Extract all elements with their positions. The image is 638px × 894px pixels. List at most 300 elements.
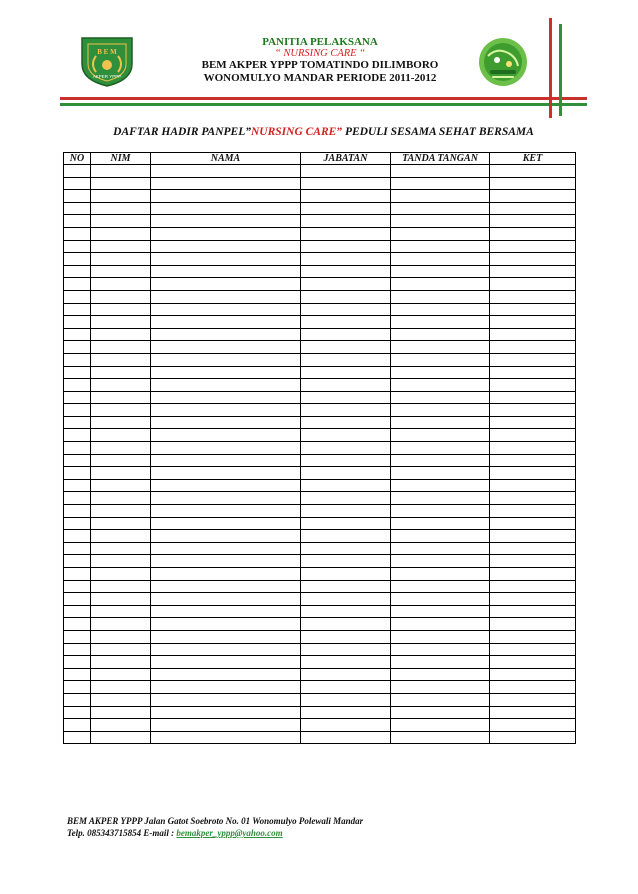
table-cell[interactable] [91, 668, 151, 681]
header-vertical-rule-green [559, 24, 562, 116]
table-row [64, 177, 576, 190]
table-cell[interactable] [91, 265, 151, 278]
table-cell[interactable] [391, 328, 490, 341]
table-row [64, 253, 576, 266]
table-cell[interactable] [151, 542, 301, 555]
table-cell[interactable] [151, 630, 301, 643]
table-cell[interactable] [91, 391, 151, 404]
table-cell[interactable] [64, 454, 91, 467]
table-cell[interactable] [91, 605, 151, 618]
table-cell[interactable] [301, 404, 391, 417]
table-cell[interactable] [391, 605, 490, 618]
table-cell[interactable] [301, 353, 391, 366]
table-cell[interactable] [391, 177, 490, 190]
table-row [64, 467, 576, 480]
footer-address: BEM AKPER YPPP Jalan Gatot Soebroto No. 01 Wonomulyo Polewali Mandar [67, 816, 364, 826]
table-cell[interactable] [301, 467, 391, 480]
table-cell[interactable] [64, 568, 91, 581]
table-cell[interactable] [151, 568, 301, 581]
table-cell[interactable] [91, 706, 151, 719]
table-cell[interactable] [64, 618, 91, 631]
table-cell[interactable] [64, 165, 91, 178]
table-cell[interactable] [391, 303, 490, 316]
table-cell[interactable] [490, 706, 576, 719]
table-cell[interactable] [391, 719, 490, 732]
table-cell[interactable] [391, 278, 490, 291]
table-cell[interactable] [301, 290, 391, 303]
table-cell[interactable] [64, 542, 91, 555]
table-cell[interactable] [151, 353, 301, 366]
table-cell[interactable] [490, 479, 576, 492]
table-cell[interactable] [391, 454, 490, 467]
table-cell[interactable] [391, 505, 490, 518]
table-cell[interactable] [151, 454, 301, 467]
table-cell[interactable] [391, 240, 490, 253]
table-cell[interactable] [301, 530, 391, 543]
table-cell[interactable] [91, 492, 151, 505]
table-cell[interactable] [490, 290, 576, 303]
table-cell[interactable] [91, 290, 151, 303]
table-cell[interactable] [151, 505, 301, 518]
table-cell[interactable] [391, 316, 490, 329]
table-cell[interactable] [91, 643, 151, 656]
table-cell[interactable] [301, 593, 391, 606]
table-cell[interactable] [91, 467, 151, 480]
table-cell[interactable] [64, 215, 91, 228]
table-cell[interactable] [64, 253, 91, 266]
table-cell[interactable] [151, 404, 301, 417]
table-cell[interactable] [151, 530, 301, 543]
table-cell[interactable] [64, 240, 91, 253]
table-cell[interactable] [391, 391, 490, 404]
table-cell[interactable] [490, 668, 576, 681]
table-cell[interactable] [91, 719, 151, 732]
table-row [64, 568, 576, 581]
table-cell[interactable] [490, 643, 576, 656]
table-cell[interactable] [91, 580, 151, 593]
table-cell[interactable] [151, 416, 301, 429]
table-cell[interactable] [391, 290, 490, 303]
table-cell[interactable] [490, 328, 576, 341]
table-cell[interactable] [91, 530, 151, 543]
table-cell[interactable] [64, 416, 91, 429]
table-cell[interactable] [151, 517, 301, 530]
table-cell[interactable] [91, 253, 151, 266]
table-cell[interactable] [301, 454, 391, 467]
table-cell[interactable] [64, 442, 91, 455]
table-cell[interactable] [301, 416, 391, 429]
table-cell[interactable] [91, 542, 151, 555]
table-cell[interactable] [301, 681, 391, 694]
table-cell[interactable] [64, 265, 91, 278]
table-cell[interactable] [391, 202, 490, 215]
table-cell[interactable] [151, 379, 301, 392]
table-cell[interactable] [391, 693, 490, 706]
table-cell[interactable] [64, 492, 91, 505]
table-cell[interactable] [91, 442, 151, 455]
table-cell[interactable] [490, 492, 576, 505]
table-cell[interactable] [151, 643, 301, 656]
table-cell[interactable] [91, 328, 151, 341]
table-cell[interactable] [91, 416, 151, 429]
table-cell[interactable] [301, 719, 391, 732]
table-cell[interactable] [151, 253, 301, 266]
table-row [64, 265, 576, 278]
table-cell[interactable] [151, 706, 301, 719]
table-cell[interactable] [64, 190, 91, 203]
table-cell[interactable] [301, 693, 391, 706]
table-cell[interactable] [301, 202, 391, 215]
table-cell[interactable] [64, 391, 91, 404]
table-cell[interactable] [490, 177, 576, 190]
table-cell[interactable] [490, 303, 576, 316]
table-cell[interactable] [151, 227, 301, 240]
table-cell[interactable] [151, 580, 301, 593]
table-cell[interactable] [391, 618, 490, 631]
table-cell[interactable] [151, 341, 301, 354]
table-cell[interactable] [301, 555, 391, 568]
table-cell[interactable] [301, 341, 391, 354]
table-cell[interactable] [301, 253, 391, 266]
table-cell[interactable] [91, 505, 151, 518]
table-cell[interactable] [490, 467, 576, 480]
table-cell[interactable] [64, 404, 91, 417]
table-cell[interactable] [391, 517, 490, 530]
table-cell[interactable] [151, 240, 301, 253]
table-cell[interactable] [490, 693, 576, 706]
table-row [64, 555, 576, 568]
table-cell[interactable] [391, 416, 490, 429]
table-cell[interactable] [151, 303, 301, 316]
table-cell[interactable] [301, 240, 391, 253]
table-cell[interactable] [391, 530, 490, 543]
table-cell[interactable] [151, 467, 301, 480]
table-cell[interactable] [301, 165, 391, 178]
table-cell[interactable] [301, 668, 391, 681]
table-cell[interactable] [490, 341, 576, 354]
table-cell[interactable] [301, 366, 391, 379]
table-cell[interactable] [301, 379, 391, 392]
table-cell[interactable] [64, 177, 91, 190]
table-cell[interactable] [301, 731, 391, 744]
table-cell[interactable] [91, 656, 151, 669]
table-cell[interactable] [391, 404, 490, 417]
table-cell[interactable] [91, 568, 151, 581]
table-cell[interactable] [64, 656, 91, 669]
table-cell[interactable] [64, 630, 91, 643]
table-cell[interactable] [64, 706, 91, 719]
footer-email-link[interactable]: bemakper_yppp@yahoo.com [176, 828, 283, 838]
table-cell[interactable] [391, 467, 490, 480]
table-cell[interactable] [151, 693, 301, 706]
table-cell[interactable] [301, 505, 391, 518]
table-cell[interactable] [64, 719, 91, 732]
table-cell[interactable] [91, 341, 151, 354]
table-cell[interactable] [490, 681, 576, 694]
table-cell[interactable] [301, 542, 391, 555]
table-cell[interactable] [64, 593, 91, 606]
table-cell[interactable] [301, 630, 391, 643]
table-cell[interactable] [91, 177, 151, 190]
table-cell[interactable] [64, 290, 91, 303]
table-row [64, 668, 576, 681]
table-cell[interactable] [91, 454, 151, 467]
table-row [64, 429, 576, 442]
table-cell[interactable] [391, 630, 490, 643]
table-cell[interactable] [91, 202, 151, 215]
table-row [64, 505, 576, 518]
table-cell[interactable] [151, 656, 301, 669]
table-cell[interactable] [391, 568, 490, 581]
table-cell[interactable] [64, 303, 91, 316]
table-cell[interactable] [490, 190, 576, 203]
table-cell[interactable] [64, 316, 91, 329]
table-cell[interactable] [91, 630, 151, 643]
table-cell[interactable] [91, 593, 151, 606]
table-cell[interactable] [490, 442, 576, 455]
table-cell[interactable] [151, 328, 301, 341]
table-cell[interactable] [301, 479, 391, 492]
table-row [64, 316, 576, 329]
table-cell[interactable] [490, 618, 576, 631]
table-cell[interactable] [91, 353, 151, 366]
table-cell[interactable] [64, 530, 91, 543]
table-cell[interactable] [151, 290, 301, 303]
table-cell[interactable] [391, 492, 490, 505]
table-cell[interactable] [91, 479, 151, 492]
table-cell[interactable] [490, 265, 576, 278]
table-cell[interactable] [151, 479, 301, 492]
table-cell[interactable] [490, 517, 576, 530]
table-cell[interactable] [64, 605, 91, 618]
table-cell[interactable] [391, 479, 490, 492]
table-cell[interactable] [91, 240, 151, 253]
table-cell[interactable] [301, 303, 391, 316]
table-cell[interactable] [151, 190, 301, 203]
table-cell[interactable] [490, 454, 576, 467]
table-cell[interactable] [91, 681, 151, 694]
table-cell[interactable] [151, 681, 301, 694]
table-cell[interactable] [391, 366, 490, 379]
table-cell[interactable] [490, 227, 576, 240]
table-cell[interactable] [64, 681, 91, 694]
table-cell[interactable] [151, 316, 301, 329]
table-cell[interactable] [64, 341, 91, 354]
table-cell[interactable] [490, 316, 576, 329]
table-cell[interactable] [151, 719, 301, 732]
table-cell[interactable] [91, 165, 151, 178]
table-row [64, 165, 576, 178]
table-cell[interactable] [301, 517, 391, 530]
table-cell[interactable] [91, 429, 151, 442]
table-cell[interactable] [391, 442, 490, 455]
table-cell[interactable] [490, 353, 576, 366]
table-cell[interactable] [490, 530, 576, 543]
table-cell[interactable] [391, 542, 490, 555]
table-cell[interactable] [301, 706, 391, 719]
table-cell[interactable] [490, 278, 576, 291]
table-cell[interactable] [151, 555, 301, 568]
table-cell[interactable] [301, 215, 391, 228]
table-cell[interactable] [301, 190, 391, 203]
table-cell[interactable] [64, 668, 91, 681]
table-cell[interactable] [490, 404, 576, 417]
table-row [64, 605, 576, 618]
table-cell[interactable] [151, 391, 301, 404]
table-cell[interactable] [301, 316, 391, 329]
table-cell[interactable] [490, 605, 576, 618]
table-cell[interactable] [91, 404, 151, 417]
table-cell[interactable] [490, 719, 576, 732]
table-cell[interactable] [391, 593, 490, 606]
table-cell[interactable] [391, 379, 490, 392]
table-cell[interactable] [301, 656, 391, 669]
table-cell[interactable] [151, 177, 301, 190]
table-cell[interactable] [391, 227, 490, 240]
table-cell[interactable] [91, 215, 151, 228]
table-cell[interactable] [64, 278, 91, 291]
table-cell[interactable] [301, 492, 391, 505]
table-cell[interactable] [391, 580, 490, 593]
table-cell[interactable] [490, 542, 576, 555]
table-cell[interactable] [490, 731, 576, 744]
table-cell[interactable] [301, 227, 391, 240]
table-cell[interactable] [391, 341, 490, 354]
table-cell[interactable] [91, 190, 151, 203]
table-cell[interactable] [301, 177, 391, 190]
table-cell[interactable] [64, 643, 91, 656]
table-cell[interactable] [64, 202, 91, 215]
table-cell[interactable] [151, 278, 301, 291]
table-cell[interactable] [391, 265, 490, 278]
table-cell[interactable] [391, 681, 490, 694]
table-cell[interactable] [151, 492, 301, 505]
table-cell[interactable] [391, 429, 490, 442]
bem-logo [78, 34, 136, 88]
table-cell[interactable] [91, 366, 151, 379]
table-cell[interactable] [91, 693, 151, 706]
table-cell[interactable] [151, 202, 301, 215]
table-cell[interactable] [64, 505, 91, 518]
table-cell[interactable] [391, 706, 490, 719]
table-cell[interactable] [64, 555, 91, 568]
location-period: WONOMULYO MANDAR PERIODE 2011-2012 [203, 72, 437, 84]
table-cell[interactable] [91, 731, 151, 744]
table-cell[interactable] [391, 253, 490, 266]
table-cell[interactable] [64, 379, 91, 392]
table-cell[interactable] [151, 618, 301, 631]
table-cell[interactable] [151, 265, 301, 278]
table-cell[interactable] [391, 643, 490, 656]
table-cell[interactable] [490, 555, 576, 568]
table-cell[interactable] [301, 568, 391, 581]
table-cell[interactable] [151, 165, 301, 178]
table-cell[interactable] [490, 580, 576, 593]
table-cell[interactable] [490, 568, 576, 581]
table-cell[interactable] [151, 442, 301, 455]
table-cell[interactable] [490, 165, 576, 178]
table-cell[interactable] [301, 278, 391, 291]
table-cell[interactable] [64, 479, 91, 492]
table-row [64, 341, 576, 354]
header-rule-green [60, 103, 587, 106]
table-cell[interactable] [91, 618, 151, 631]
table-cell[interactable] [91, 555, 151, 568]
table-cell[interactable] [91, 278, 151, 291]
table-cell[interactable] [151, 429, 301, 442]
table-cell[interactable] [151, 668, 301, 681]
table-cell[interactable] [91, 517, 151, 530]
attendance-table [63, 152, 576, 744]
table-cell[interactable] [301, 580, 391, 593]
table-cell[interactable] [64, 328, 91, 341]
title-suffix: PEDULI SESAMA SEHAT BERSAMA [342, 126, 534, 138]
table-cell[interactable] [151, 215, 301, 228]
table-cell[interactable] [64, 517, 91, 530]
table-cell[interactable] [91, 303, 151, 316]
table-cell[interactable] [490, 391, 576, 404]
table-cell[interactable] [391, 215, 490, 228]
table-cell[interactable] [91, 316, 151, 329]
table-cell[interactable] [391, 165, 490, 178]
table-cell[interactable] [391, 731, 490, 744]
table-cell[interactable] [391, 353, 490, 366]
table-cell[interactable] [391, 668, 490, 681]
table-cell[interactable] [151, 605, 301, 618]
table-cell[interactable] [91, 227, 151, 240]
table-row [64, 227, 576, 240]
table-row [64, 454, 576, 467]
table-cell[interactable] [490, 253, 576, 266]
table-cell[interactable] [391, 656, 490, 669]
table-cell[interactable] [64, 467, 91, 480]
table-cell[interactable] [301, 605, 391, 618]
table-cell[interactable] [91, 379, 151, 392]
table-cell[interactable] [490, 202, 576, 215]
table-cell[interactable] [151, 593, 301, 606]
table-cell[interactable] [64, 580, 91, 593]
table-cell[interactable] [490, 366, 576, 379]
table-cell[interactable] [301, 618, 391, 631]
table-cell[interactable] [490, 215, 576, 228]
table-cell[interactable] [391, 555, 490, 568]
table-cell[interactable] [490, 630, 576, 643]
table-cell[interactable] [490, 505, 576, 518]
document-title [60, 126, 587, 138]
table-cell[interactable] [490, 416, 576, 429]
table-cell[interactable] [490, 656, 576, 669]
table-cell[interactable] [490, 240, 576, 253]
table-cell[interactable] [490, 379, 576, 392]
table-cell[interactable] [64, 731, 91, 744]
table-cell[interactable] [301, 265, 391, 278]
table-cell[interactable] [64, 353, 91, 366]
table-cell[interactable] [301, 643, 391, 656]
table-cell[interactable] [64, 693, 91, 706]
table-cell[interactable] [301, 442, 391, 455]
table-cell[interactable] [301, 429, 391, 442]
table-cell[interactable] [490, 593, 576, 606]
table-cell[interactable] [151, 731, 301, 744]
table-cell[interactable] [391, 190, 490, 203]
table-cell[interactable] [64, 227, 91, 240]
table-cell[interactable] [64, 429, 91, 442]
table-cell[interactable] [64, 366, 91, 379]
table-cell[interactable] [301, 391, 391, 404]
table-cell[interactable] [490, 429, 576, 442]
table-cell[interactable] [151, 366, 301, 379]
table-cell[interactable] [301, 328, 391, 341]
